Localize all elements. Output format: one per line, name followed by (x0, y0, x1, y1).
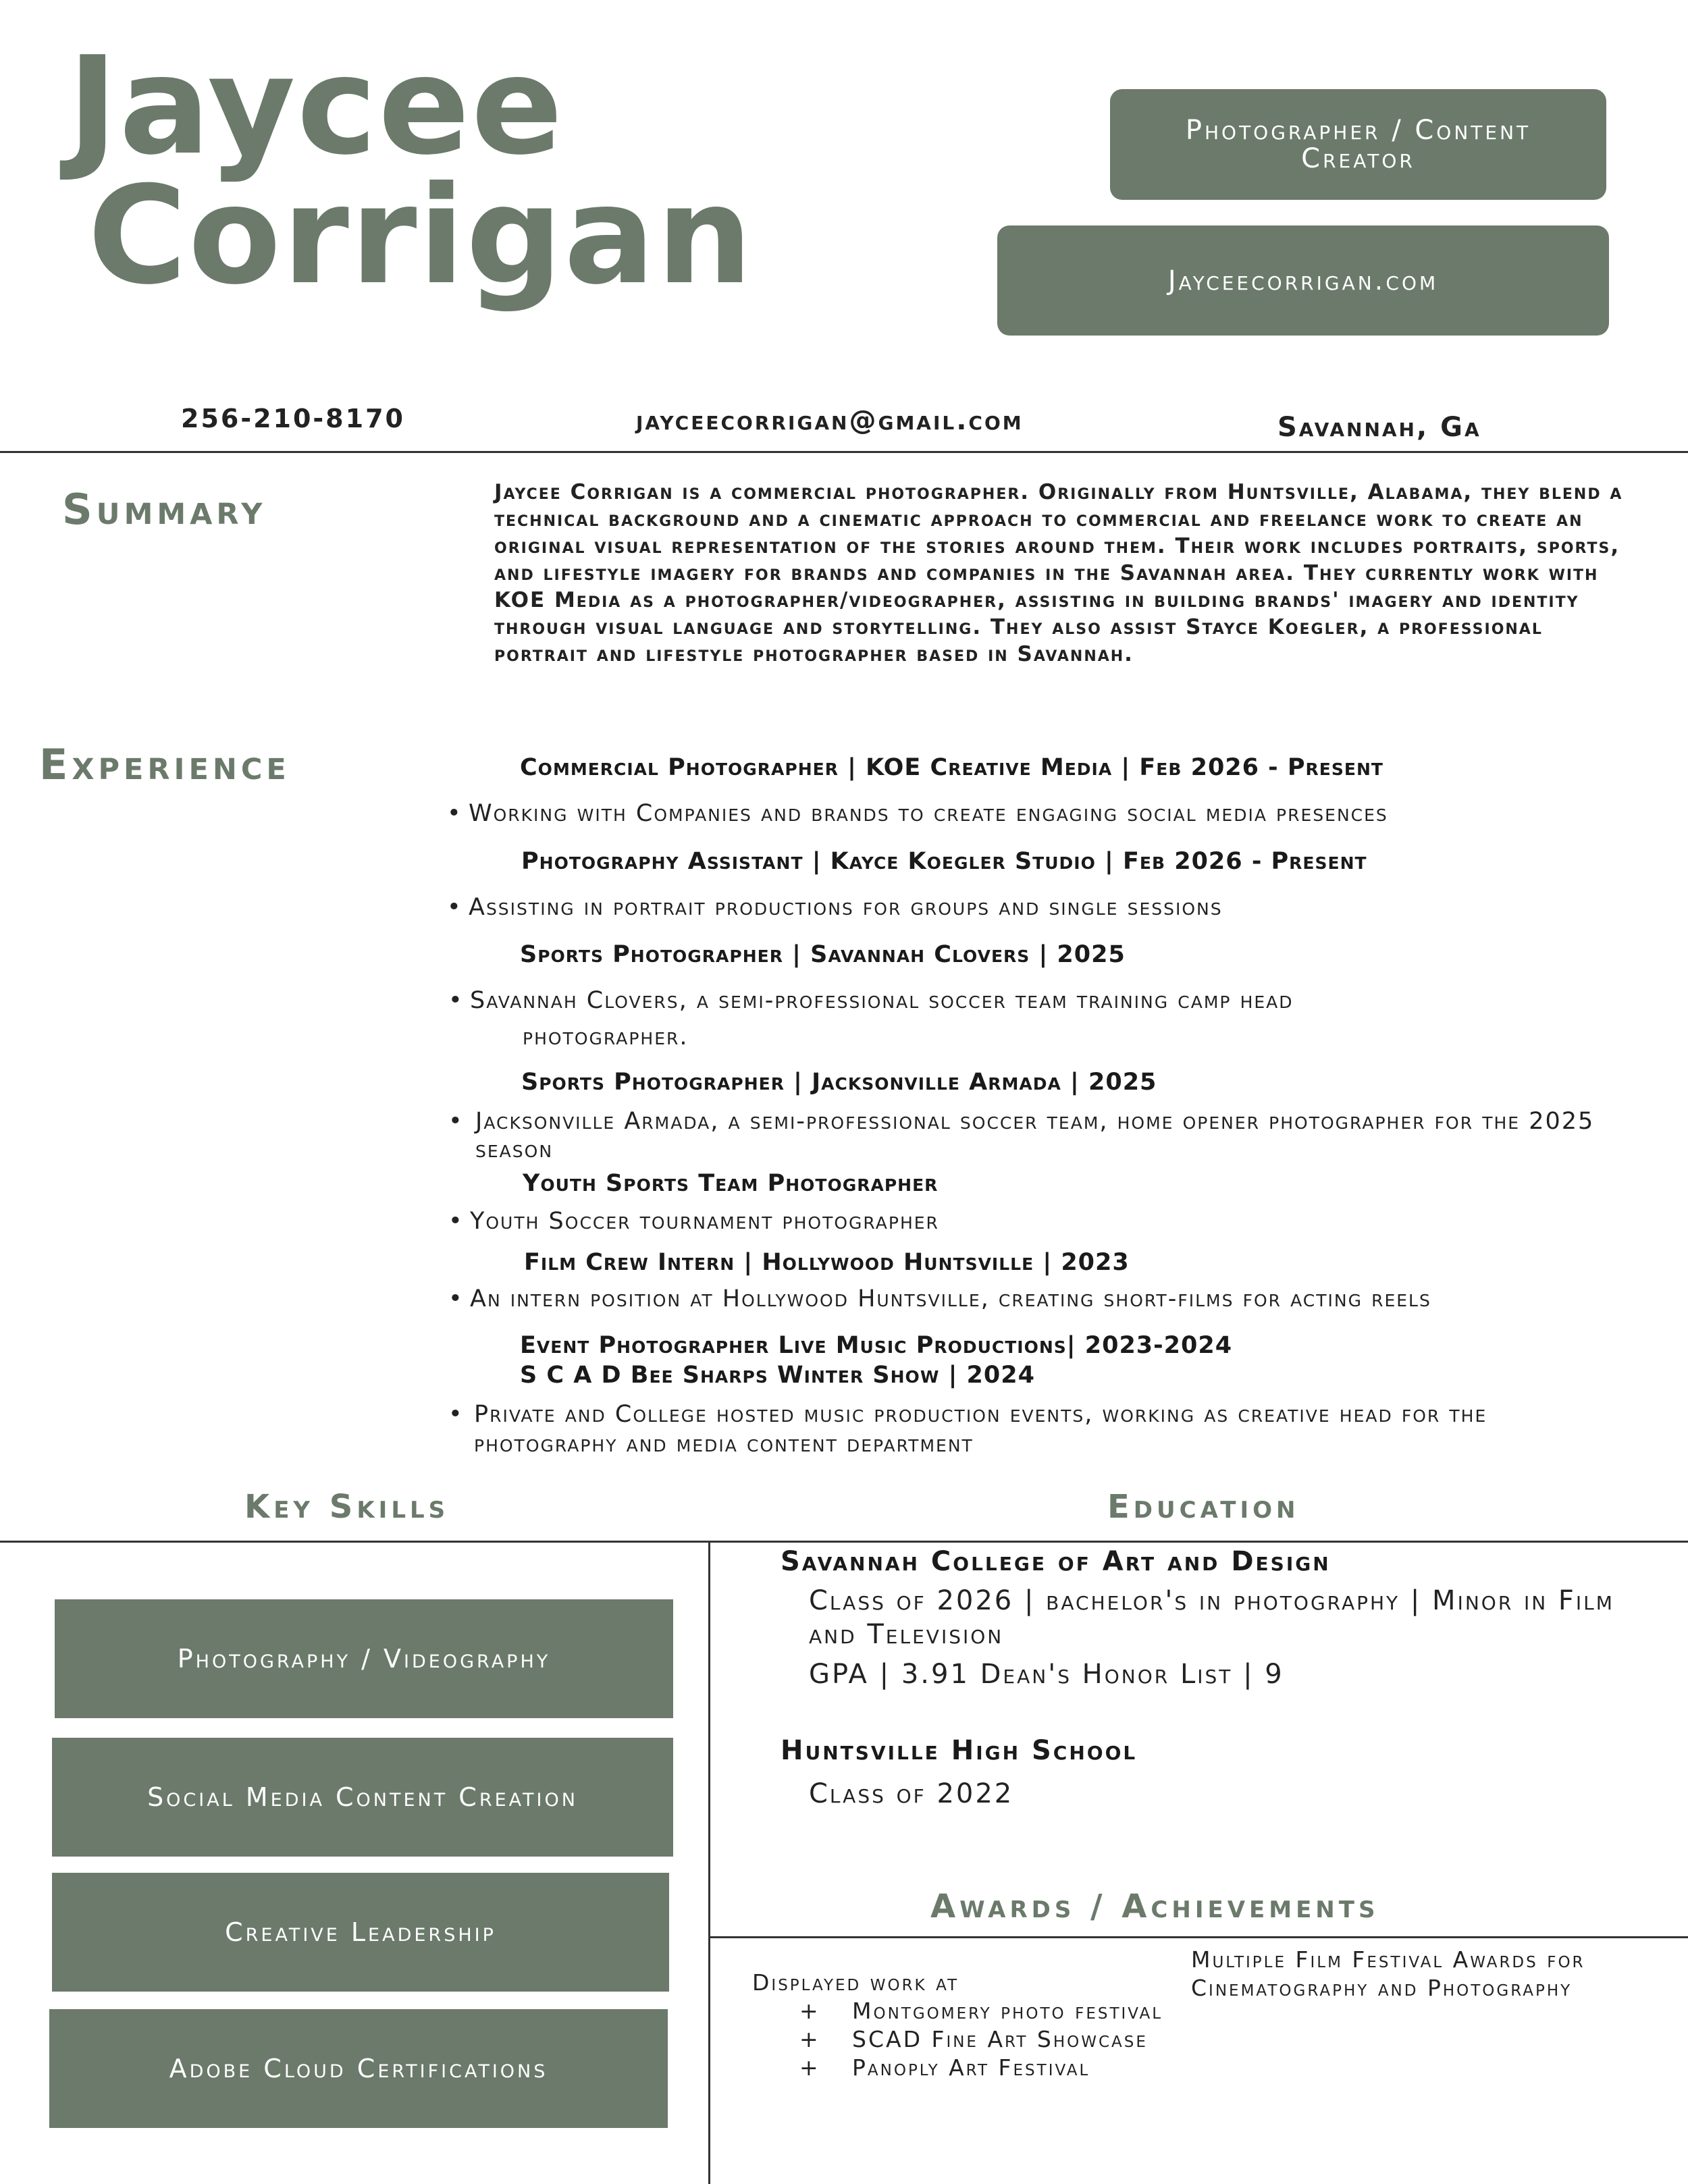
summary-title: Summary (62, 485, 267, 534)
awards-right-text: Multiple Film Festival Awards for Cinematography and Photography (1191, 1946, 1585, 2001)
school-degree: Class of 2026 | bachelor's in photography | Minor in Film and Television (809, 1585, 1614, 1650)
job-bullet-continued: photographer. (523, 1023, 689, 1050)
job-bullet: • An intern position at Hollywood Huntsville, creating short-films for acting reels (448, 1285, 1431, 1312)
summary-text: Jaycee Corrigan is a commercial photographer. Originally from Huntsville, Alabama, they blend a technical background and a cinematic approach to commercial and freelance work to create an original visual representation of the stories around them. Their work includes portraits, sports, and lifestyle imagery for brands and companies in the Savannah area. They currently work with KOE Media as a photographer/videographer, assisting in building brands' imagery and identity through visual language and storytelling. They also assist Stayce Koegler, a professional portrait and lifestyle photographer based in Savannah. (494, 480, 1623, 666)
location: Savannah, Ga (1277, 412, 1481, 443)
job-title: Sports Photographer | Savannah Clovers | 2025 (520, 941, 1126, 968)
job-bullet: • Assisting in portrait productions for groups and single sessions (447, 894, 1223, 921)
award-item: + Panoply Art Festival (799, 2054, 1090, 2081)
job-bullet: • Working with Companies and brands to create engaging social media presences (447, 800, 1388, 827)
job-bullet-text: Private and College hosted music production events, working as creative head for the photography and media content department (474, 1401, 1487, 1458)
job-title: Commercial Photographer | KOE Creative Media | Feb 2026 - Present (520, 754, 1383, 781)
school-name: Savannah College of Art and Design (781, 1546, 1331, 1577)
skill-box: Social Media Content Creation (52, 1738, 673, 1857)
skill-box: Creative Leadership (52, 1873, 669, 1992)
school-gpa: GPA | 3.91 Dean's Honor List | 9 (809, 1659, 1284, 1690)
school-class: Class of 2022 (809, 1778, 1014, 1809)
award-item: + Montgomery photo festival (799, 1998, 1163, 2024)
job-bullet-text: Jacksonville Armada, a semi-professional soccer team, home opener photographer for the 2025 season (475, 1108, 1595, 1163)
header-divider (0, 451, 1688, 453)
skill-box: Adobe Cloud Certifications (49, 2009, 668, 2128)
job-bullet: • Youth Soccer tournament photographer (448, 1208, 939, 1235)
job-title: Film Crew Intern | Hollywood Huntsville | 2023 (524, 1249, 1130, 1276)
skill-box: Photography / Videography (55, 1599, 673, 1718)
first-name: Jaycee (68, 28, 564, 185)
column-divider (708, 1541, 710, 2184)
awards-divider (708, 1936, 1688, 1938)
awards-title: Awards / Achievements (930, 1888, 1379, 1925)
job-bullet: • Savannah Clovers, a semi-professional soccer team training camp head (448, 987, 1294, 1014)
website-pill[interactable]: Jayceecorrigan.com (997, 225, 1609, 336)
job-bullet-text: Savannah Clovers, a semi-professional soccer team training camp head (470, 987, 1294, 1014)
plus-bullet-icon: + (799, 2026, 820, 2052)
plus-bullet-icon: + (799, 1998, 820, 2024)
education-title: Education (1107, 1488, 1300, 1526)
job-bullet-text: An intern position at Hollywood Huntsville, creating short-films for acting reels (470, 1285, 1431, 1312)
job-bullet: • Private and College hosted music production events, working as creative head for the photography and media content department (448, 1400, 1623, 1459)
school-name: Huntsville High School (781, 1735, 1138, 1766)
job-title: Sports Photographer | Jacksonville Armada | 2025 (521, 1069, 1157, 1096)
job-bullet-text: Assisting in portrait productions for groups and single sessions (469, 894, 1223, 921)
job-title-secondary: S C A D Bee Sharps Winter Show | 2024 (520, 1362, 1035, 1389)
last-name: Corrigan (88, 157, 754, 315)
job-title: Youth Sports Team Photographer (523, 1170, 939, 1197)
awards-left-column (752, 1969, 1184, 2082)
skills-divider (0, 1541, 1688, 1543)
job-bullet-text: Working with Companies and brands to create engaging social media presences (469, 800, 1388, 827)
job-bullet-text: Youth Soccer tournament photographer (470, 1208, 939, 1235)
award-item: + SCAD Fine Art Showcase (799, 2026, 1148, 2052)
awards-intro: Displayed work at (752, 1969, 959, 1996)
email-address[interactable]: jayceecorrigan@gmail.com (636, 405, 1024, 436)
plus-bullet-icon: + (799, 2054, 820, 2081)
phone-number[interactable]: 256-210-8170 (181, 404, 405, 433)
role-pill: Photographer / Content Creator (1110, 89, 1606, 200)
job-bullet: • Jacksonville Armada, a semi-professional soccer team, home opener photographer for the 2025 season (448, 1107, 1623, 1164)
key-skills-title: Key Skills (244, 1488, 450, 1526)
job-title: Event Photographer Live Music Productions| 2023-2024 (520, 1332, 1233, 1359)
experience-title: Experience (39, 740, 290, 789)
job-title: Photography Assistant | Kayce Koegler Studio | Feb 2026 - Present (521, 848, 1367, 875)
